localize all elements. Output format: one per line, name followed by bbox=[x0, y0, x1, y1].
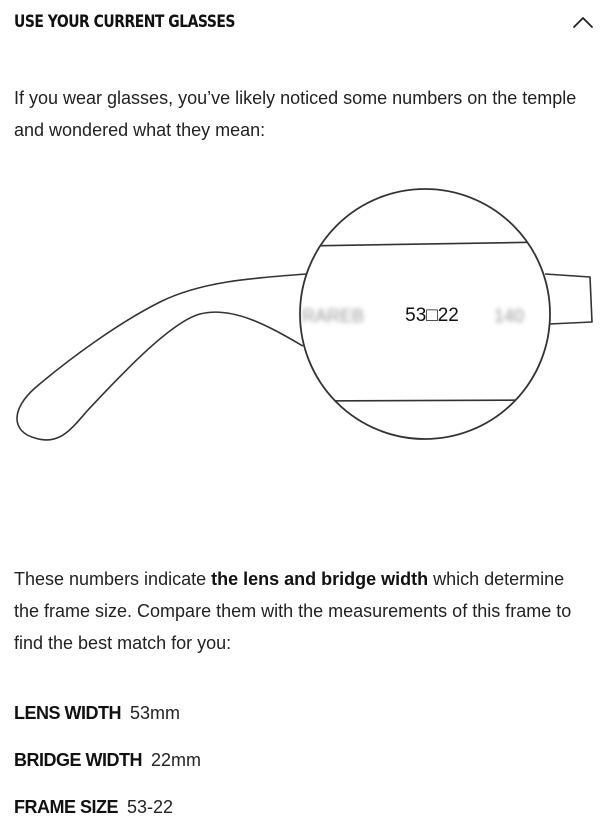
spec-frame-size-value: 53-22 bbox=[127, 797, 174, 817]
spec-bridge-width-label: BRIDGE WIDTH bbox=[14, 750, 142, 770]
spec-lens-width bbox=[14, 703, 180, 724]
spec-bridge-width-value: 22mm bbox=[151, 750, 202, 770]
temple-arm-outline bbox=[17, 274, 307, 440]
hinge-outline bbox=[545, 274, 592, 324]
description-before: These numbers indicate bbox=[14, 569, 212, 589]
blurred-model-text: RAREB bbox=[302, 306, 365, 326]
spec-frame-size bbox=[14, 797, 173, 818]
spec-frame-size-label: FRAME SIZE bbox=[14, 797, 119, 817]
section-header-toggle[interactable] bbox=[14, 6, 594, 38]
description-bold: the lens and bridge width bbox=[211, 569, 429, 589]
description-text bbox=[14, 563, 594, 659]
spec-lens-width-value: 53mm bbox=[130, 703, 181, 723]
spec-lens-width-label: LENS WIDTH bbox=[14, 703, 121, 723]
blurred-temple-length-text: 140 bbox=[494, 306, 525, 326]
section-title: USE YOUR CURRENT GLASSES bbox=[14, 12, 235, 32]
chevron-up-icon[interactable] bbox=[572, 14, 594, 30]
size-marking-text: 53□22 bbox=[405, 305, 459, 326]
glasses-temple-illustration bbox=[0, 170, 615, 460]
temple-band-bottom-edge bbox=[300, 400, 550, 401]
description-after: which determine the frame size. Compare them with the measurements of this frame to find the best match for you: bbox=[14, 569, 572, 653]
spec-bridge-width bbox=[14, 750, 201, 771]
intro-text: If you wear glasses, you’ve likely noticed some numbers on the temple and wondered what they mean: bbox=[14, 88, 577, 140]
